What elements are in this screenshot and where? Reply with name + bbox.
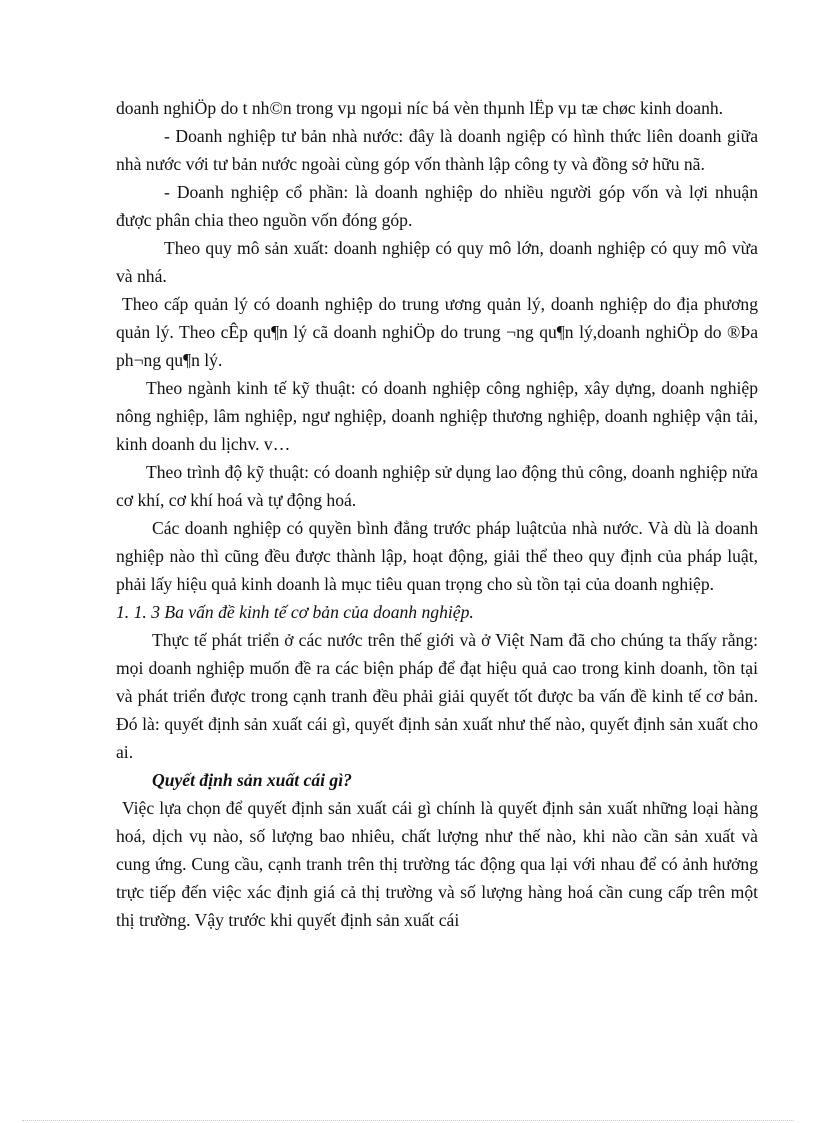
paragraph-private-enterprise: doanh nghiÖp do t nh©n trong vµ ngoµi níc bá vèn thµnh lËp vµ tæ chøc kinh doanh.	[116, 98, 724, 118]
section-heading: 1. 1. 3 Ba vấn đề kinh tế cơ bản của doanh nghiệp.	[116, 602, 474, 622]
paragraph-three-economic-problems: Thực tế phát triển ở các nước trên thế giới và ở Việt Nam đã cho chúng ta thấy rằng: mọi doanh nghiệp muốn đề ra các biện pháp để đạt hiệu quả cao trong kinh doanh, tồn tại và phát triển được trong cạnh tranh đều phải giải quyết tốt được ba vấn đề kinh tế cơ bản. Đó là: quyết định sản xuất cái gì, quyết định sản xuất như thế nào, quyết định sản xuất cho ai.	[116, 630, 758, 762]
paragraph-production-scale: Theo quy mô sản xuất: doanh nghiệp có quy mô lớn, doanh nghiệp có quy mô vừa và nhá.	[116, 238, 758, 286]
paragraph-technical-level: Theo trình độ kỹ thuật: có doanh nghiệp sử dụng lao động thủ công, doanh nghiệp nửa cơ khí, cơ khí hoá và tự động hoá.	[116, 462, 758, 510]
page-bottom-divider	[22, 1120, 794, 1121]
paragraph-economic-sector: Theo ngành kinh tế kỹ thuật: có doanh nghiệp công nghiệp, xây dựng, doanh nghiệp nông nghiệp, lâm nghiệp, ngư nghiệp, doanh nghiệp thương nghiệp, doanh nghiệp vận tải, kinh doanh du lịchv. v…	[116, 378, 758, 454]
paragraph-joint-stock-enterprise: - Doanh nghiệp cổ phần: là doanh nghiệp do nhiều người góp vốn và lợi nhuận được phân chia theo nguồn vốn đóng góp.	[116, 182, 758, 230]
paragraph-management-level: Theo cấp quản lý có doanh nghiệp do trung ương quản lý, doanh nghiệp do địa phương quản lý. Theo cÊp qu¶n lý cã doanh nghiÖp do trung ¬ng qu¶n lý,doanh nghiÖp do ®Þa ph¬ng qu¶n lý.	[116, 294, 758, 370]
document-page	[116, 94, 758, 934]
subheading-what-to-produce: Quyết định sản xuất cái gì?	[152, 770, 352, 790]
paragraph-legal-equality: Các doanh nghiệp có quyền bình đẳng trước pháp luậtcủa nhà nước. Và dù là doanh nghiệp nào thì cũng đều được thành lập, hoạt động, giải thể theo quy định của pháp luật, phải lấy hiệu quả kinh doanh là mục tiêu quan trọng cho sù tồn tại của doanh nghiệp.	[116, 518, 758, 594]
paragraph-what-to-produce: Việc lựa chọn để quyết định sản xuất cái gì chính là quyết định sản xuất những loại hàng hoá, dịch vụ nào, số lượng bao nhiêu, chất lượng như thế nào, khi nào cần sản xuất và cung ứng. Cung cầu, cạnh tranh trên thị trường tác động qua lại với nhau để có ảnh hưởng trực tiếp đến việc xác định giá cả thị trường và số lượng hàng hoá cần cung cấp trên một thị trường. Vậy trước khi quyết định sản xuất cái	[116, 798, 758, 930]
paragraph-state-capitalist-enterprise: - Doanh nghiệp tư bản nhà nước: đây là doanh ngiệp có hình thức liên doanh giữa nhà nước với tư bản nước ngoài cùng góp vốn thành lập công ty và đồng sở hữu nã.	[116, 126, 758, 174]
